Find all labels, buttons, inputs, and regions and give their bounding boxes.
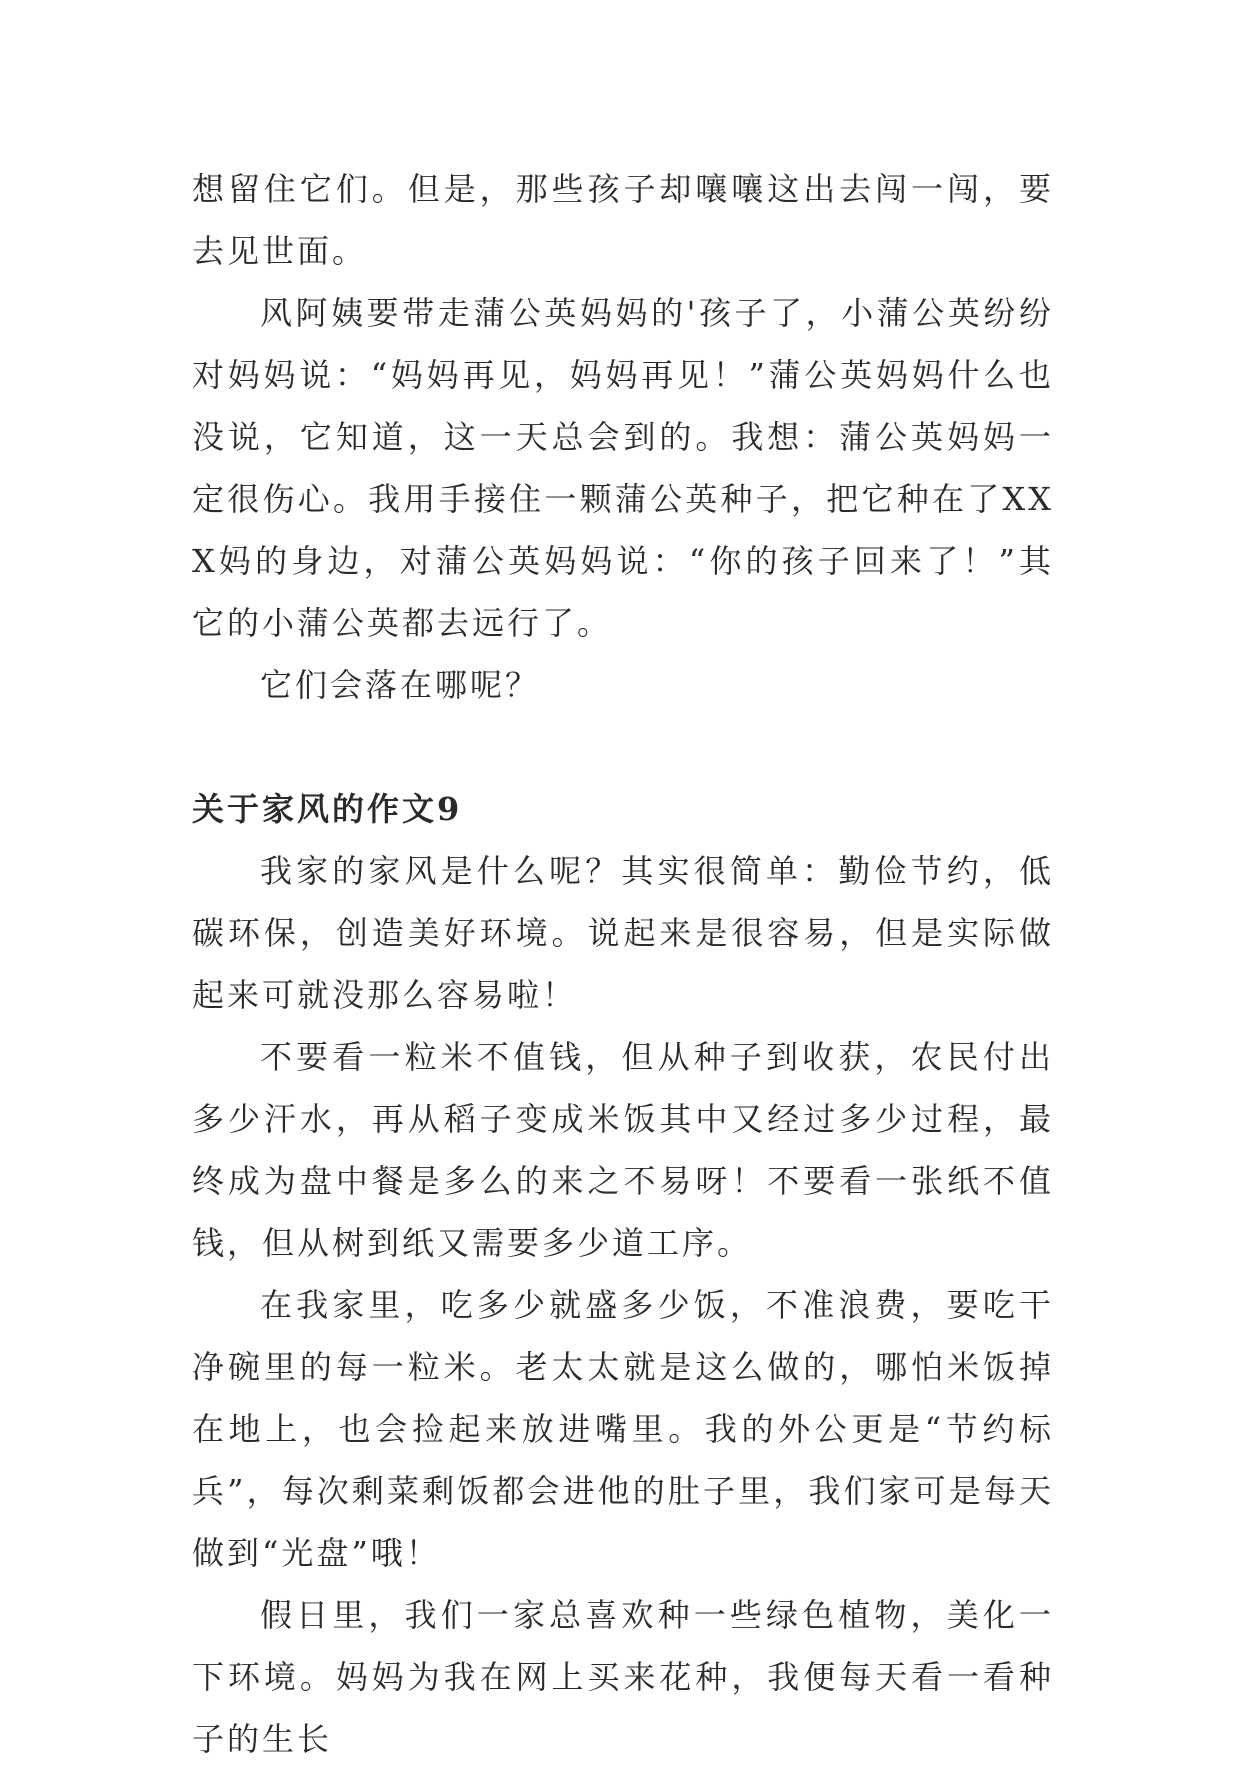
section-title: 关于家风的作文9 (192, 790, 463, 828)
paragraph-continuation: 想留住它们。但是，那些孩子却嚷嚷这出去闯一闯，要去见世面。 (192, 170, 1054, 270)
paragraph-green-plants: 假日里，我们一家总喜欢种一些绿色植物，美化一下环境。妈妈为我在网上买来花种，我便每天看一看种子的生长 (192, 1596, 1054, 1758)
paragraph-family-motto: 我家的家风是什么呢？其实很简单：勤俭节约，低碳环保，创造美好环境。说起来是很容易，但是实际做起来可就没那么容易啦！ (192, 852, 1054, 1014)
paragraph-rice-and-paper: 不要看一粒米不值钱，但从种子到收获，农民付出多少汗水，再从稻子变成米饭其中又经过多少过程，最终成为盘中餐是多么的来之不易呀！不要看一张纸不值钱，但从树到纸又需要多少道工序。 (192, 1038, 1054, 1262)
paragraph-dandelion-children: 风阿姨要带走蒲公英妈妈的'孩子了，小蒲公英纷纷对妈妈说：“妈妈再见，妈妈再见！”蒲公英妈妈什么也没说，它知道，这一天总会到的。我想：蒲公英妈妈一定很伤心。我用手接住一颗蒲公英种子，把它种在了XXX妈的身边，对蒲公英妈妈说：“你的孩子回来了！”其它的小蒲公英都去远行了。 (192, 294, 1054, 642)
paragraph-where-will-they-land: 它们会落在哪呢？ (260, 666, 541, 704)
paragraph-clean-plate: 在我家里，吃多少就盛多少饭，不准浪费，要吃干净碗里的每一粒米。老太太就是这么做的，哪怕米饭掉在地上，也会捡起来放进嘴里。我的外公更是“节约标兵”，每次剩菜剩饭都会进他的肚子里，我们家可是每天做到“光盘”哦！ (192, 1286, 1054, 1572)
document-body (192, 158, 1054, 1770)
